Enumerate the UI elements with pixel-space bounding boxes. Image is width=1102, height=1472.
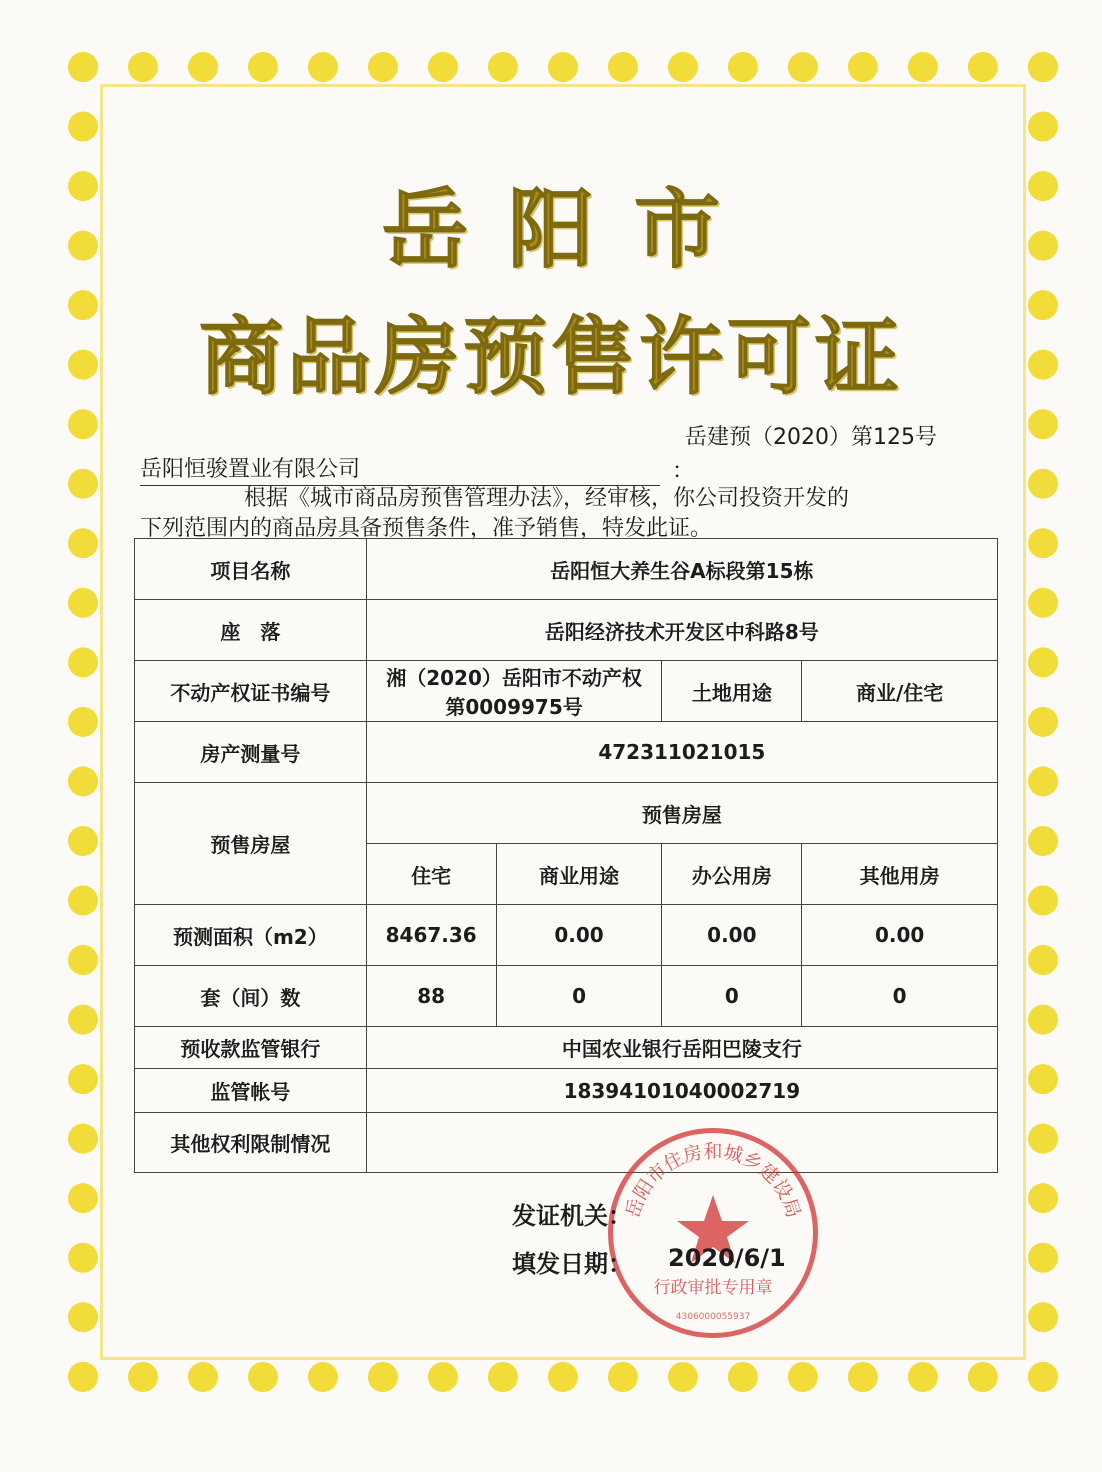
company-colon: ： [672, 459, 695, 484]
area-residential: 8467.36 [366, 905, 496, 966]
units-residential: 88 [366, 966, 496, 1027]
units-commercial: 0 [496, 966, 662, 1027]
presale-houses-header: 预售房屋 [366, 783, 997, 844]
col-residential: 住宅 [366, 844, 496, 905]
intro-line-1: 根据《城市商品房预售管理办法》，经审核，你公司投资开发的 [244, 486, 850, 511]
issue-date-value: 2020/6/1 [668, 1244, 786, 1272]
company-name: 岳阳恒骏置业有限公司 [140, 452, 660, 486]
project-name-label: 项目名称 [135, 539, 367, 600]
units-other: 0 [802, 966, 998, 1027]
survey-number-label: 房产测量号 [135, 722, 367, 783]
property-cert-line-2: 第0009975号 [445, 695, 583, 719]
account-label: 监管帐号 [135, 1069, 367, 1113]
survey-number-value: 472311021015 [366, 722, 997, 783]
bank-value: 中国农业银行岳阳巴陵支行 [366, 1027, 997, 1069]
location-value: 岳阳经济技术开发区中科路8号 [366, 600, 997, 661]
col-commercial: 商业用途 [496, 844, 662, 905]
seal-text-top: 岳阳市住房和城乡建设局 [621, 1140, 805, 1221]
intro-line-2: 下列范围内的商品房具备预售条件，准予销售，特发此证。 [140, 516, 713, 541]
permit-table [134, 538, 998, 1173]
col-office: 办公用房 [662, 844, 802, 905]
land-use-label: 土地用途 [662, 661, 802, 722]
property-cert-line-1: 湘（2020）岳阳市不动产权 [386, 666, 642, 690]
land-use-value: 商业/住宅 [802, 661, 998, 722]
issuing-authority-label: 发证机关： [512, 1202, 632, 1230]
presale-houses-label: 预售房屋 [135, 783, 367, 905]
seal-text-bottom: 行政审批专用章 [653, 1278, 773, 1298]
title-city: 岳阳市 [382, 180, 760, 280]
official-seal [608, 1128, 818, 1338]
issue-date-label: 填发日期： [512, 1250, 632, 1278]
project-name-value: 岳阳恒大养生谷A标段第15栋 [366, 539, 997, 600]
location-label: 座 落 [135, 600, 367, 661]
title-main: 商品房预售许可证 [198, 308, 903, 406]
account-value: 18394101040002719 [366, 1069, 997, 1113]
area-label: 预测面积（m2） [135, 905, 367, 966]
units-office: 0 [662, 966, 802, 1027]
area-other: 0.00 [802, 905, 998, 966]
intro-text [140, 484, 1010, 544]
area-office: 0.00 [662, 905, 802, 966]
seal-graphic [613, 1133, 813, 1333]
certificate-number: 岳建预（2020）第125号 [685, 425, 937, 450]
bank-label: 预收款监管银行 [135, 1027, 367, 1069]
units-label: 套（间）数 [135, 966, 367, 1027]
other-rights-label: 其他权利限制情况 [135, 1113, 367, 1173]
seal-code: 4306000055937 [675, 1312, 751, 1322]
area-commercial: 0.00 [496, 905, 662, 966]
property-cert-label: 不动产权证书编号 [135, 661, 367, 722]
col-other: 其他用房 [802, 844, 998, 905]
property-cert-value [366, 661, 662, 722]
